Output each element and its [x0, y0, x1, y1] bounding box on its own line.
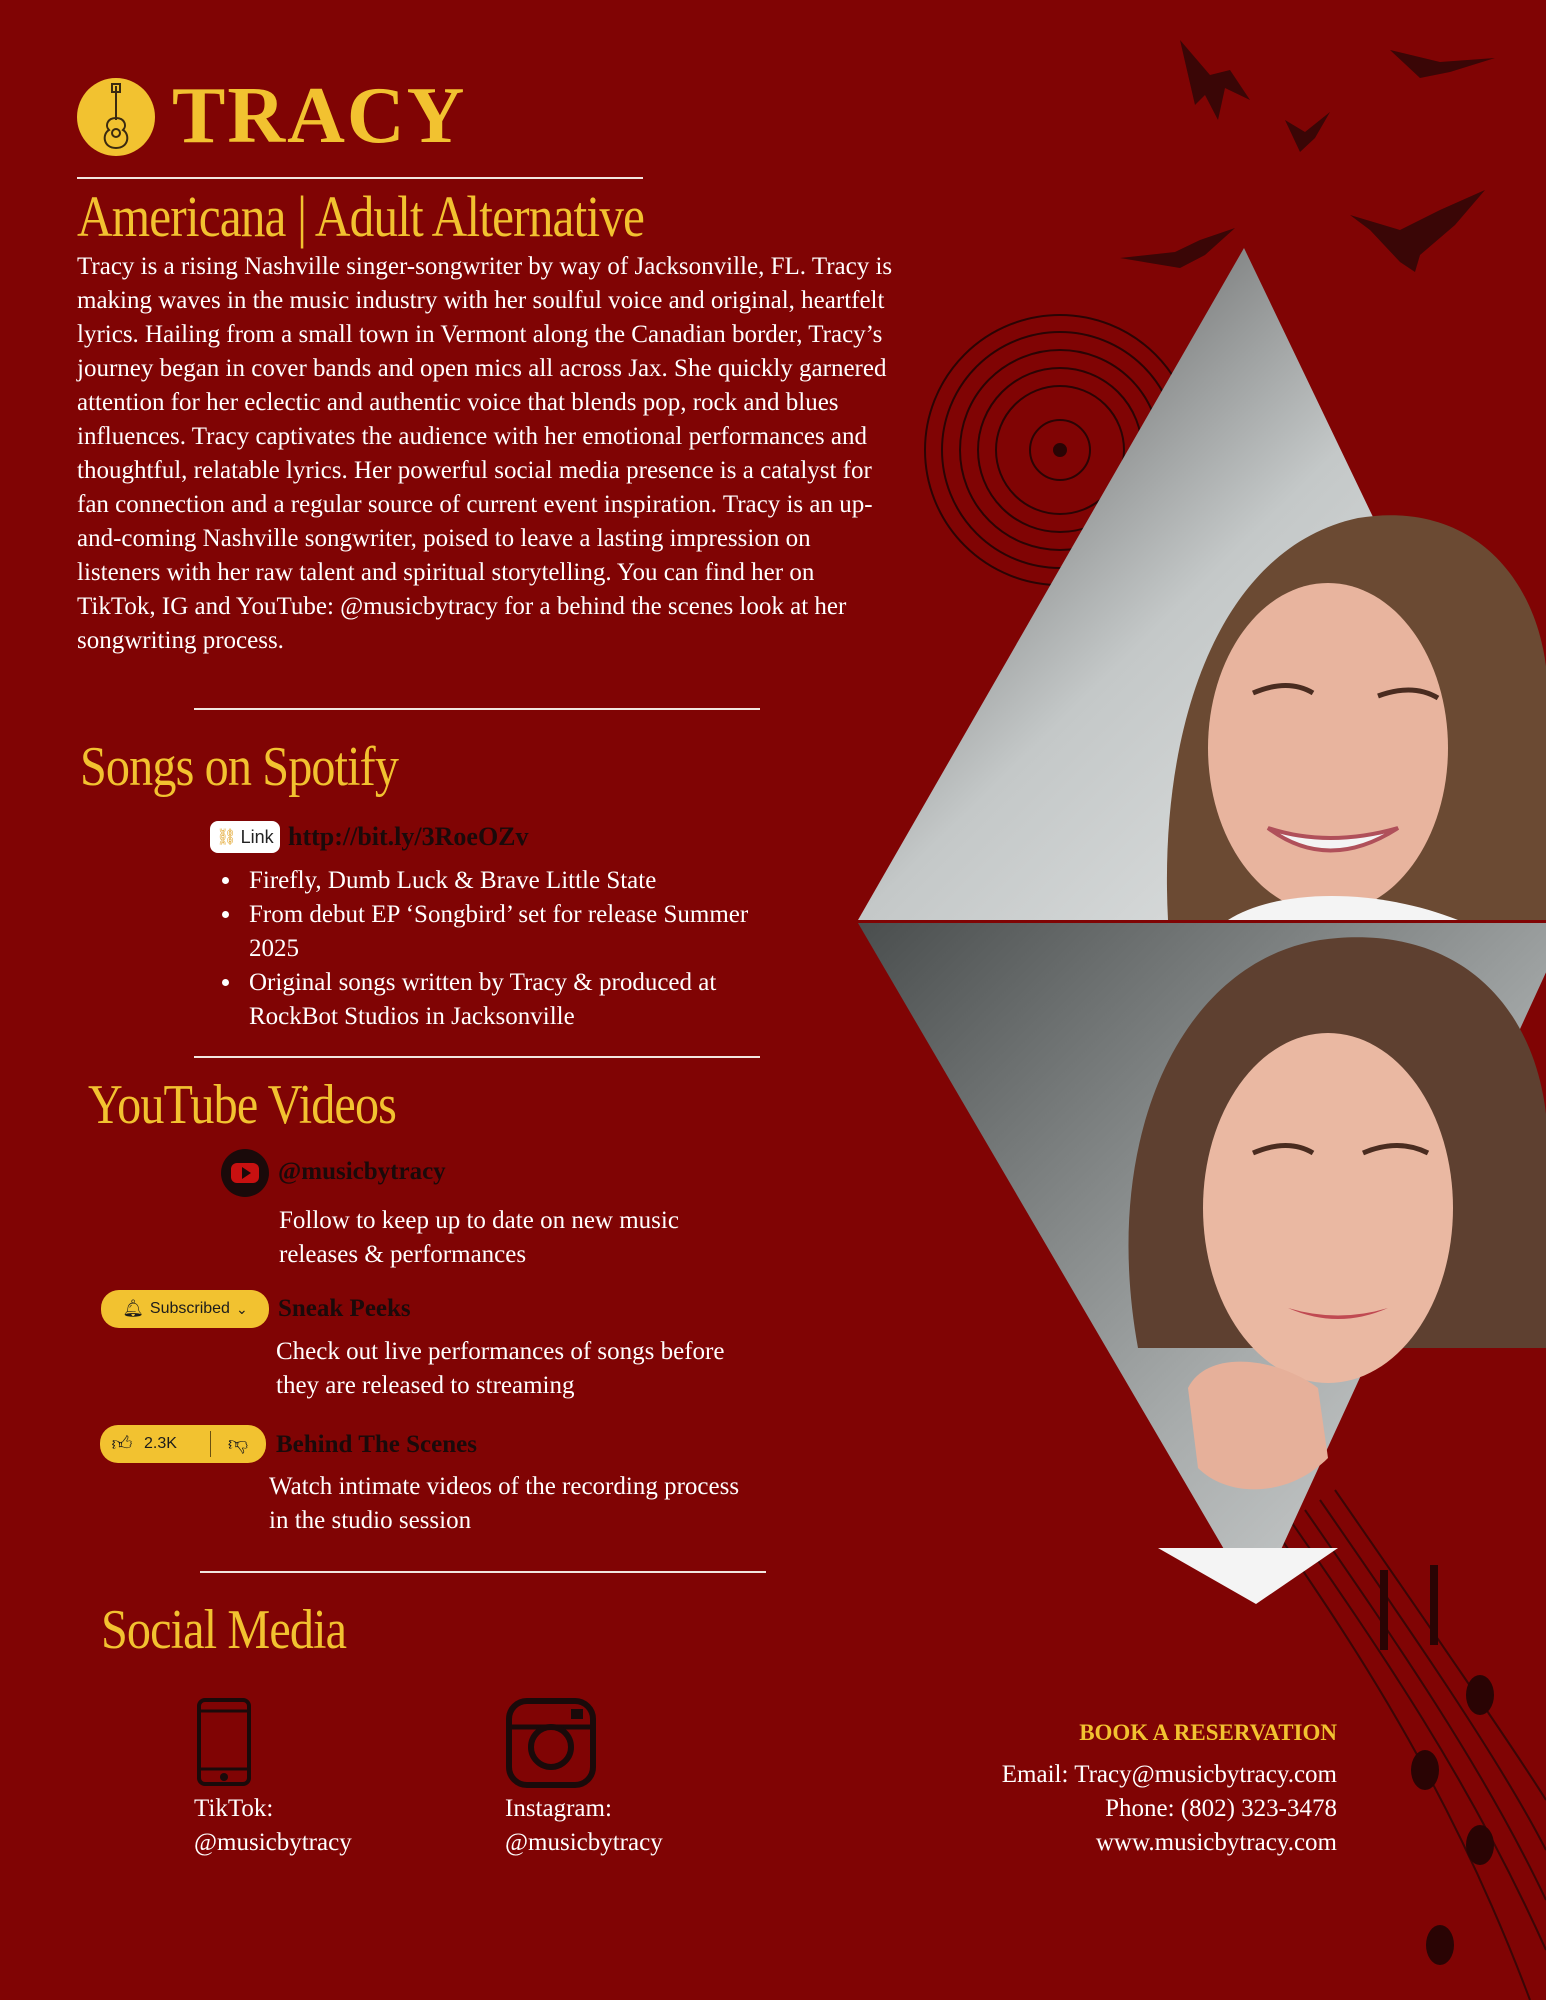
spotify-link-badge[interactable]	[210, 821, 280, 853]
bio-paragraph: Tracy is a rising Nashville singer-songwriter by way of Jacksonville, FL. Tracy is making waves in the music industry with her soulful voice and original, heartfelt lyrics. Hailing from a small town in Vermont along the Canadian border, Tracy’s journey began in cover bands and open mics all across Jax. She quickly garnered attention for her eclectic and authentic voice that blends pop, rock and blues influences. Tracy captivates the audience with her emotional performances and thoughtful, relatable lyrics. Her powerful social media presence is a catalyst for fan connection and a regular source of current event inspiration. Tracy is an up-and-coming Nashville songwriter, poised to leave a lasting impression on listeners with her raw talent and spiritual storytelling. You can find her on TikTok, IG and YouTube: @musicbytracy for a behind the scenes look at her songwriting process.	[77, 253, 893, 654]
booking-email[interactable]: Email: Tracy@musicbytracy.com	[1001, 1761, 1337, 1788]
spotify-heading: Songs on Spotify	[80, 736, 399, 798]
like-count: 2.3K	[144, 1435, 177, 1452]
youtube-heading: YouTube Videos	[88, 1074, 397, 1136]
subscribed-label: Subscribed	[149, 1300, 230, 1317]
list-item: • Original songs written by Tracy & produced at RockBot Studios in Jacksonville	[243, 966, 803, 1034]
tiktok-label: TikTok:	[194, 1795, 274, 1822]
thumbs-up-icon[interactable]: 👍︎	[111, 1433, 133, 1455]
booking-heading: BOOK A RESERVATION	[1079, 1720, 1337, 1745]
instagram-icon[interactable]	[505, 1697, 597, 1789]
behind-the-scenes-heading: Behind The Scenes	[276, 1431, 477, 1458]
instagram-handle[interactable]: @musicbytracy	[505, 1829, 663, 1856]
youtube-rule	[200, 1571, 766, 1573]
list-item: • From debut EP ‘Songbird’ set for release Summer 2025	[243, 898, 803, 966]
guitar-logo	[77, 78, 155, 156]
like-dislike-button[interactable]	[100, 1425, 266, 1463]
portrait-photo-bottom	[858, 923, 1546, 1604]
subscribed-button[interactable]	[101, 1290, 269, 1328]
spotify-url-link[interactable]: http://bit.ly/3RoeOZv	[288, 822, 529, 851]
sneak-peeks-heading: Sneak Peeks	[278, 1295, 411, 1322]
booking-phone[interactable]: Phone: (802) 323-3478	[1105, 1795, 1337, 1822]
youtube-channel-link[interactable]: @musicbytracy	[278, 1158, 446, 1185]
instagram-label: Instagram:	[505, 1795, 612, 1822]
spotify-rule	[194, 1056, 760, 1058]
artist-name: TRACY	[172, 72, 467, 160]
social-media-heading: Social Media	[101, 1599, 347, 1661]
guitar-icon	[77, 78, 155, 156]
phone-icon[interactable]	[196, 1697, 252, 1787]
booking-website[interactable]: www.musicbytracy.com	[1095, 1829, 1337, 1856]
link-badge-label: Link	[240, 826, 274, 847]
youtube-icon[interactable]	[221, 1149, 269, 1197]
bio-rule	[194, 708, 760, 710]
birds-illustration	[1120, 40, 1495, 272]
portrait-photo-top	[858, 248, 1546, 920]
tiktok-handle[interactable]: @musicbytracy	[194, 1829, 352, 1856]
youtube-channel-description: Follow to keep up to date on new music releases & performances	[279, 1207, 679, 1268]
thumbs-down-icon[interactable]: 👎︎	[227, 1433, 249, 1455]
sneak-peeks-description: Check out live performances of songs before they are released to streaming	[276, 1338, 725, 1399]
chevron-down-icon: ⌄	[235, 1300, 248, 1317]
portrait-diamond	[858, 248, 1546, 1604]
header-rule	[77, 177, 643, 179]
spotify-bullet-list	[205, 864, 803, 1034]
behind-the-scenes-description: Watch intimate videos of the recording process in the studio session	[269, 1473, 740, 1534]
link-icon: ⛓	[216, 829, 237, 846]
genre-heading: Americana | Adult Alternative	[77, 184, 645, 249]
bell-icon: 🔔︎	[122, 1299, 144, 1318]
list-item: • Firefly, Dumb Luck & Brave Little State	[243, 864, 803, 898]
